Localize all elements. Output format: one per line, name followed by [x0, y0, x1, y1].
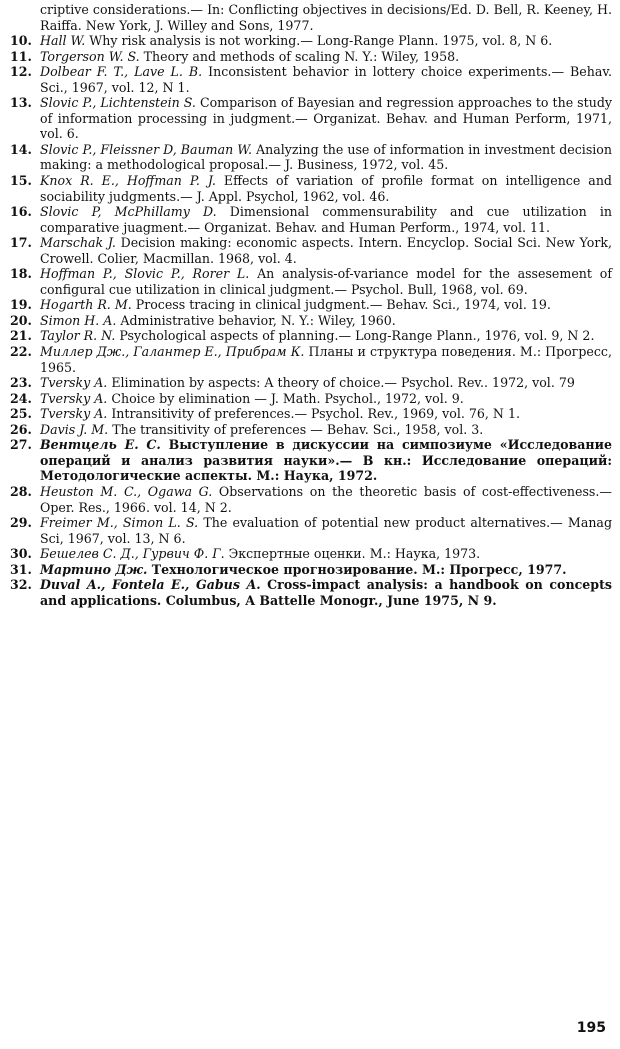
continuation-text: criptive considerations.— In: Conflicting objectives in decisions/Ed. D. Bell, R. Keeney, H. Raiffa. New York, J. Willey and Sons, 1977.	[40, 2, 612, 33]
reference-text: Cross-impact analysis: a handbook on concepts and applications. Columbus, A Battelle Monogr., June 1975, N 9.	[40, 577, 612, 608]
reference-text: An analysis-of-variance model for the assesement of configural cue utilization in clinical judgment.— Psychol. Bull, 1968, vol. 69.	[40, 266, 612, 297]
reference-number: 11.	[10, 48, 32, 64]
reference-item	[10, 406, 612, 422]
reference-text: Psychological aspects of planning.— Long-Range Plann., 1976, vol. 9, N 2.	[115, 328, 595, 344]
reference-list	[10, 2, 612, 608]
reference-authors: Tversky A.	[40, 406, 108, 422]
reference-text: Theory and methods of scaling N. Y.: Wiley, 1958.	[139, 48, 460, 64]
reference-number: 23.	[10, 375, 32, 391]
reference-item	[10, 297, 612, 313]
reference-item	[10, 546, 612, 562]
reference-authors: Slovic P., Lichtenstein S.	[40, 95, 196, 111]
reference-number: 15.	[10, 173, 32, 189]
reference-authors: Tversky A.	[40, 375, 108, 391]
reference-text: Экспертные оценки. М.: Наука, 1973.	[224, 546, 481, 562]
reference-authors: Миллер Дж., Галантер Е., Прибрам К.	[40, 344, 305, 360]
reference-text: Выступление в дискуссии на симпозиуме «Исследование операций и анализ развития науки».— В кн.: Исследование операций: Методологические аспекты. М.: Наука, 1972.	[40, 437, 613, 484]
reference-authors: Вентцель Е. С.	[40, 437, 161, 453]
reference-authors: Slovic P, McPhillamy D.	[40, 204, 217, 220]
reference-number: 18.	[10, 266, 32, 282]
reference-text: Observations on the theoretic basis of cost-effectiveness.— Oper. Res., 1966. vol. 14, N 2.	[40, 483, 612, 515]
reference-number: 28.	[10, 483, 32, 499]
reference-authors: Duval A., Fontela E., Gabus A.	[40, 577, 261, 593]
reference-number: 13.	[10, 95, 32, 111]
reference-text: The evaluation of potential new product alternatives.— Manag Sci, 1967, vol. 13, N 6.	[40, 515, 613, 546]
reference-text: Comparison of Bayesian and regression approaches to the study of information processing in judgment.— Organizat. Behav. and Human Perform, 1971, vol. 6.	[40, 95, 612, 142]
reference-item	[10, 204, 612, 235]
reference-number: 24.	[10, 390, 32, 406]
reference-number: 31.	[10, 561, 32, 577]
reference-text: The transitivity of preferences — Behav. Sci., 1958, vol. 3.	[108, 421, 484, 437]
reference-text: Analyzing the use of information in investment decision making: a methodological proposal.— J. Business, 1972, vol. 45.	[40, 141, 612, 173]
reference-authors: Taylor R. N.	[40, 328, 116, 344]
reference-authors: Knox R. E., Hoffman P. J.	[40, 173, 216, 189]
reference-number: 17.	[10, 235, 32, 251]
reference-item	[10, 391, 612, 407]
reference-authors: Бешелев С. Д., Гурвич Ф. Г.	[40, 546, 225, 562]
reference-authors: Tversky A.	[40, 390, 108, 406]
reference-number: 21.	[10, 328, 32, 344]
reference-number: 22.	[10, 344, 32, 360]
reference-text: Effects of variation of profile format on intelligence and sociability judgments.— J. Appl. Psychol, 1962, vol. 46.	[40, 173, 612, 204]
reference-item	[10, 562, 612, 578]
reference-continuation	[10, 2, 612, 33]
reference-authors: Heuston M. C., Ogawa G.	[40, 483, 213, 499]
reference-item	[10, 313, 612, 329]
reference-text: Elimination by aspects: A theory of choice.— Psychol. Rev.. 1972, vol. 79	[107, 375, 575, 391]
reference-item	[10, 328, 612, 344]
reference-authors: Hall W.	[40, 33, 86, 49]
reference-item	[10, 515, 612, 546]
reference-item	[10, 375, 612, 391]
reference-number: 30.	[10, 546, 32, 562]
reference-text: Технологическое прогнозирование. М.: Прогресс, 1977.	[147, 561, 567, 577]
reference-item	[10, 173, 612, 204]
reference-item	[10, 64, 612, 95]
reference-number: 29.	[10, 515, 32, 531]
reference-authors: Dolbear F. T., Lave L. B.	[40, 64, 203, 80]
reference-text: Why risk analysis is not working.— Long-Range Plann. 1975, vol. 8, N 6.	[85, 33, 553, 49]
reference-number: 27.	[10, 437, 32, 453]
reference-text: Decision making: economic aspects. Intern. Encyclop. Social Sci. New York, Crowell. Colier, Macmillan. 1968, vol. 4.	[40, 235, 612, 266]
reference-item	[10, 95, 612, 142]
reference-authors: Simon H. A.	[40, 312, 117, 328]
reference-number: 14.	[10, 141, 32, 157]
reference-authors: Freimer M., Simon L. S.	[40, 515, 199, 531]
reference-number: 25.	[10, 406, 32, 422]
reference-number: 20.	[10, 312, 32, 328]
reference-item	[10, 437, 612, 484]
reference-item	[10, 142, 612, 173]
reference-item	[10, 344, 612, 375]
reference-text: Dimensional commensurability and cue utilization in comparative juagment.— Organizat. Behav. and Human Perform., 1974, vol. 11.	[40, 204, 612, 235]
page-number: 195	[576, 1020, 606, 1036]
reference-text: Intransitivity of preferences.— Psychol. Rev., 1969, vol. 76, N 1.	[107, 406, 520, 422]
reference-text: Inconsistent behavior in lottery choice experiments.— Behav. Sci., 1967, vol. 12, N 1.	[40, 64, 612, 95]
reference-item	[10, 49, 612, 65]
reference-authors: Hogarth R. M.	[40, 297, 132, 313]
reference-number: 16.	[10, 204, 32, 220]
reference-number: 26.	[10, 421, 32, 437]
reference-number: 12.	[10, 64, 32, 80]
reference-authors: Slovic P., Fleissner D, Bauman W.	[40, 141, 252, 157]
reference-number: 32.	[10, 577, 32, 593]
reference-authors: Marschak J.	[40, 235, 116, 251]
reference-item	[10, 422, 612, 438]
reference-text: Choice by elimination — J. Math. Psychol., 1972, vol. 9.	[107, 390, 464, 406]
reference-number: 19.	[10, 297, 32, 313]
reference-item	[10, 484, 612, 515]
reference-authors: Hoffman P., Slovic P., Rorer L.	[40, 266, 250, 282]
reference-item	[10, 577, 612, 608]
reference-authors: Мартино Дж.	[40, 561, 148, 577]
reference-text: Administrative behavior, N. Y.: Wiley, 1960.	[116, 312, 396, 328]
reference-page	[10, 2, 612, 1042]
reference-authors: Davis J. M.	[40, 421, 109, 437]
reference-text: Process tracing in clinical judgment.— Behav. Sci., 1974, vol. 19.	[131, 297, 551, 313]
reference-item	[10, 33, 612, 49]
reference-authors: Torgerson W. S.	[40, 48, 140, 64]
reference-text: Планы и структура поведения. М.: Прогресс, 1965.	[40, 344, 612, 375]
reference-item	[10, 235, 612, 266]
reference-number: 10.	[10, 33, 32, 49]
reference-item	[10, 266, 612, 297]
